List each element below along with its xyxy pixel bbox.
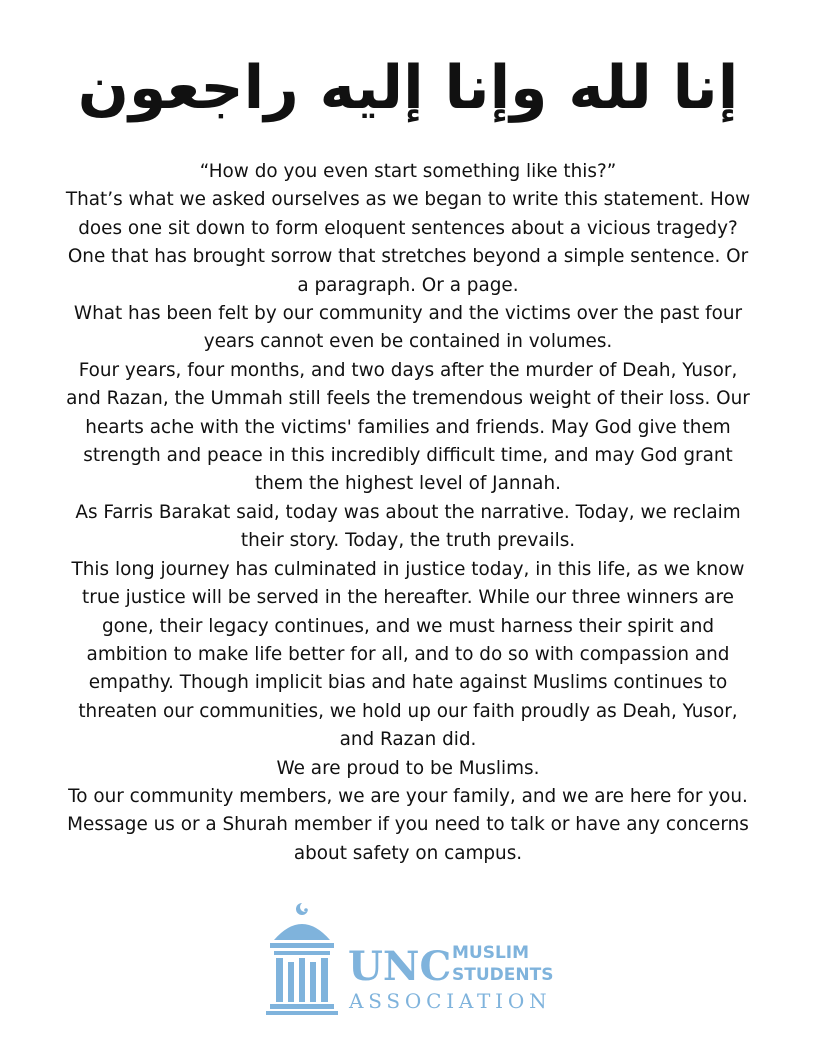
logo-muslim-text: MUSLIM: [452, 943, 530, 963]
unc-msa-logo: [262, 902, 562, 1026]
statement-paragraph-writing: That’s what we asked ourselves as we began to write this statement. How does one sit down to form eloquent sentences about a vicious tragedy? One that has brought sorrow that stretches beyond a simple sentence. Or a paragraph. Or a page.: [65, 189, 751, 296]
statement-body: [60, 158, 756, 868]
logo-students-text: STUDENTS: [452, 965, 554, 985]
statement-paragraph-remembrance: Four years, four months, and two days after the murder of Deah, Yusor, and Razan, the Ummah still feels the tremendous weight of their loss. Our hearts ache with the victims' families and friends. May God give them strength and peace in this incredibly difficult time, and may God grant them the highest level of Jannah.: [66, 359, 750, 495]
logo-unc-text: UNC: [348, 943, 452, 990]
statement-paragraph-support: To our community members, we are your family, and we are here for you. Message us or a Shurah member if you need to talk or have any concerns about safety on campus.: [67, 785, 749, 864]
statement-paragraph-narrative: As Farris Barakat said, today was about the narrative. Today, we reclaim their story. Today, the truth prevails.: [75, 501, 741, 552]
statement-paragraph-opening-quote: “How do you even start something like this?”: [199, 161, 617, 182]
logo-association-text: ASSOCIATION: [349, 989, 552, 1013]
arabic-calligraphy-header: إنا لله وإنا إليه راجعون: [77, 53, 739, 123]
statement-paragraph-justice: This long journey has culminated in justice today, in this life, as we know true justice will be served in the hereafter. While our three winners are gone, their legacy continues, and we must harness their spirit and ambition to make life better for all, and to do so with compassion and empathy. Though implicit bias and hate against Muslims continues to threaten our communities, we hold up our faith proudly as Deah, Yusor, and Razan did.: [71, 558, 745, 751]
mosque-dome-icon: [266, 902, 338, 1015]
statement-paragraph-proud: We are proud to be Muslims.: [276, 757, 540, 779]
statement-paragraph-community: What has been felt by our community and the victims over the past four years cannot even be contained in volumes.: [73, 303, 743, 353]
